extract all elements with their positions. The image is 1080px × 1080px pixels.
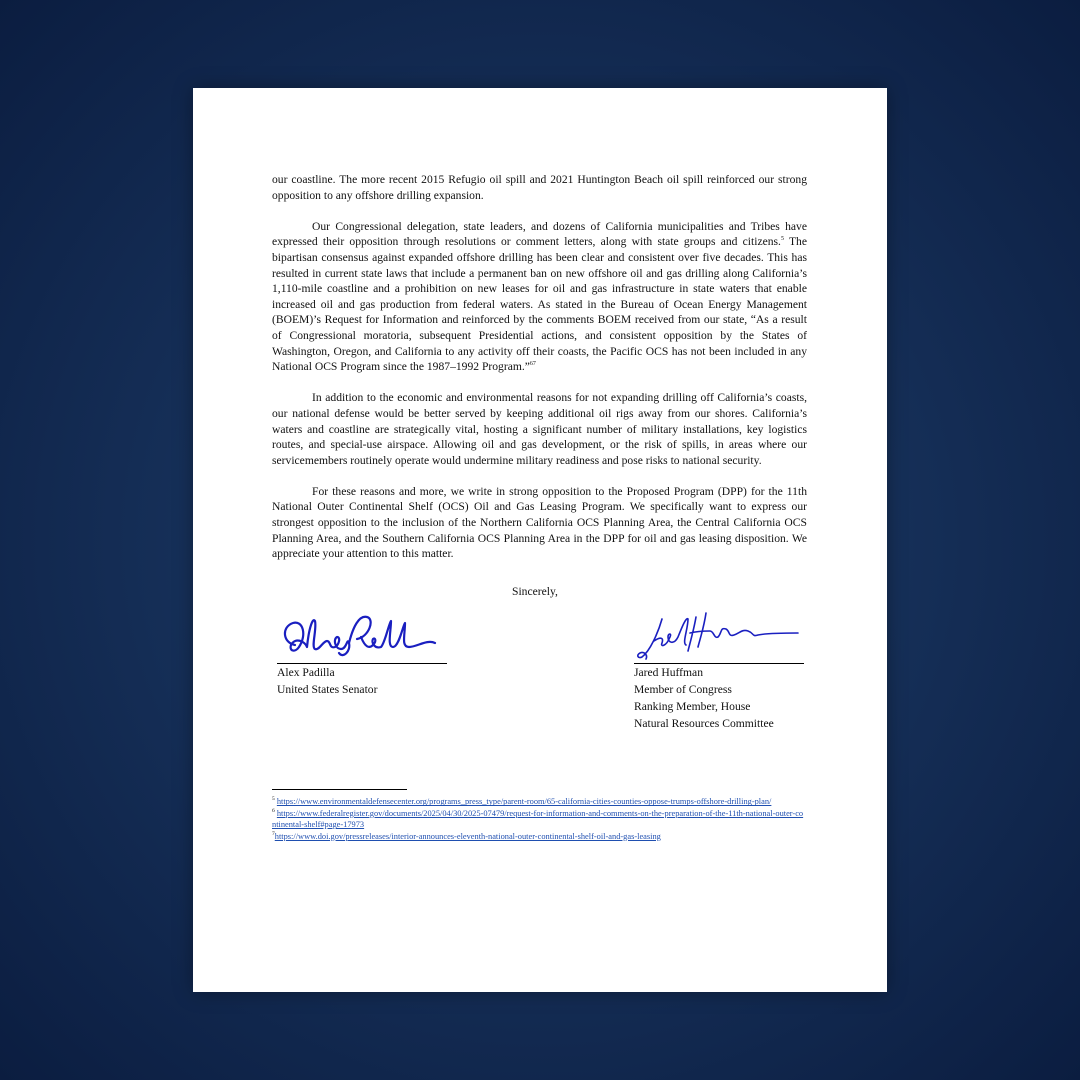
signatory-name: Alex Padilla — [277, 666, 335, 680]
signatory-name: Jared Huffman — [634, 666, 704, 680]
paragraph-1: our coastline. The more recent 2015 Refugio oil spill and 2021 Huntington Beach oil spill reinforced our strong opposition to any offshore drilling expansion. — [272, 173, 807, 202]
signatory-padilla — [277, 611, 447, 698]
footnote-number: 7 — [272, 830, 275, 837]
footnote-number: 6 — [272, 808, 275, 815]
footnote-link[interactable]: https://www.doi.gov/pressreleases/interior-announces-eleventh-national-outer-continental-shelf-oil-and-gas-leasing — [274, 831, 661, 841]
signature-padilla — [277, 611, 447, 664]
footnote-6 — [272, 808, 807, 831]
paragraph-3: In addition to the economic and environmental reasons for not expanding drilling off California’s coasts, our national defense would be better served by keeping additional oil rigs away from our shores. California’s waters and coastline are strategically vital, hosting a significant number of military installations, key logistics routes, and special-use airspace. Allowing oil and gas development, or the risk of spills, in areas where our servicemembers routinely operate would undermine military readiness and pose risks to national security. — [272, 391, 807, 467]
footnote-number: 5 — [272, 796, 275, 803]
signatory-title: Member of Congress — [634, 683, 732, 697]
footnote-link[interactable]: https://www.federalregister.gov/documents/2025/04/30/2025-07479/request-for-information-and-comments-on-the-preparation-of-the-11th-national-outer-continental-shelf#page-17973 — [272, 808, 804, 830]
signatory-title: Natural Resources Committee — [634, 717, 774, 731]
letter-page — [193, 88, 887, 992]
signature-huffman — [634, 611, 804, 664]
footnote-divider — [272, 789, 407, 790]
signature-section — [272, 611, 807, 761]
paragraph-2-part-a: Our Congressional delegation, state leaders, and dozens of California municipalities and Tribes have expressed their opposition through resolutions or comment letters, along with state groups and citizens. — [272, 219, 807, 249]
paragraph-2-part-b: The bipartisan consensus against expanded offshore drilling has been clear and consistent over five decades. This has resulted in current state laws that include a permanent ban on new offshore oil and gas drilling along California’s 1,110-mile coastline and a prohibition on new leases for oil and gas infrastructure in state waters that enable increased oil and gas production from federal waters. As stated in the Bureau of Ocean Energy Management (BOEM)’s Request for Information and reinforced by the comments BOEM received from our state, “As a result of Congressional moratoria, subsequent Presidential actions, and consistent opposition by the States of Washington, Oregon, and California to any activity off their coasts, the Pacific OCS has not been included in any National OCS Program since the 1987–1992 Program.” — [272, 235, 808, 374]
footnote-ref-5: 5 — [780, 236, 784, 243]
footnote-5 — [272, 796, 807, 807]
paragraph-4: For these reasons and more, we write in strong opposition to the Proposed Program (DPP) for the 11th National Outer Continental Shelf (OCS) Oil and Gas Leasing Program. We specifically want to express our strongest opposition to the inclusion of the Northern California OCS Planning Area, the Central California OCS Planning Area, and the Southern California OCS Planning Area in the DPP for oil and gas leasing disposition. We appreciate your attention to this matter. — [272, 484, 807, 561]
closing-salutation: Sincerely, — [512, 584, 558, 598]
footnotes — [272, 796, 807, 842]
footnote-ref-67: 67 — [529, 361, 536, 368]
signatory-title: United States Senator — [277, 683, 378, 697]
paragraph-2 — [272, 219, 807, 375]
signatory-huffman — [634, 611, 804, 732]
footnote-7 — [272, 831, 807, 842]
footnote-link[interactable]: https://www.environmentaldefensecenter.org/programs_press_type/parent-room/65-california-cities-counties-oppose-trumps-offshore-drilling-plan/ — [276, 797, 772, 807]
signatory-title: Ranking Member, House — [634, 700, 751, 714]
